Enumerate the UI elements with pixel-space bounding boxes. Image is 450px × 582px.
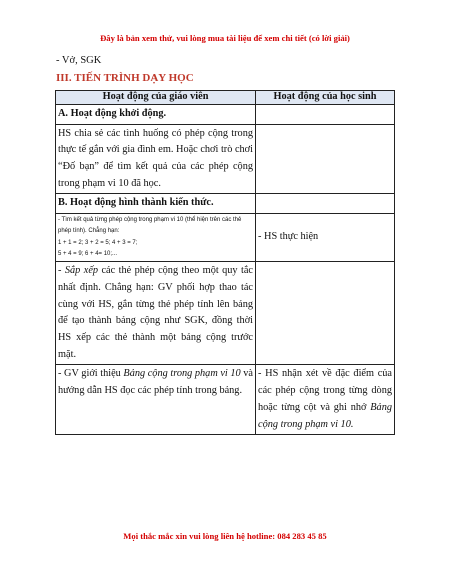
section-b-empty-cell: [256, 194, 395, 214]
arrange-prefix: -: [58, 265, 65, 277]
arrange-student-cell: [256, 262, 395, 365]
section-b-row: [56, 194, 395, 214]
introduce-table-teacher-cell: [56, 365, 256, 435]
header-teacher-activity: Hoạt động của giáo viên: [56, 91, 256, 105]
section-heading: III. TIẾN TRÌNH DẠY HỌC: [56, 72, 194, 84]
introduce-italic: Bảng cộng trong phạm vi 10: [123, 368, 241, 380]
lesson-plan-table: [55, 90, 395, 435]
find-results-student-cell: - HS thực hiện: [256, 213, 395, 262]
student-observe-italic: Bảng cộng trong phạm vi 10.: [258, 401, 392, 430]
materials-line: - Vở, SGK: [56, 55, 102, 66]
header-student-activity: Hoạt động của học sinh: [256, 91, 395, 105]
arrange-italic: Sắp xếp: [64, 265, 99, 277]
student-observe-text: - HS nhận xét về đặc điểm của các phép cộng trong từng dòng hoặc từng cột và ghi nhớ: [258, 368, 392, 413]
find-results-teacher-cell: [56, 213, 256, 262]
section-b-title: B. Hoạt động hình thành kiến thức.: [56, 194, 256, 214]
section-a-row: [56, 104, 395, 124]
example-line-2: 5 + 4 = 9; 6 + 4= 10;...: [58, 251, 118, 258]
preview-notice-banner: Đây là bản xem thử, vui lòng mua tài liệu để xem chi tiết (có lời giải): [100, 33, 350, 43]
example-line-1: 1 + 1 = 2; 3 + 2 = 5; 4 + 3 = 7;: [58, 239, 138, 246]
introduce-prefix: - GV giới thiệu: [58, 368, 124, 380]
table-header-row: [56, 91, 395, 105]
hotline-footer-banner: Mọi thắc mắc xin vui lòng liên hệ hotline: 084 283 45 85: [123, 531, 327, 541]
table-row: [56, 262, 395, 365]
table-row: [56, 213, 395, 262]
arrange-teacher-cell: [56, 262, 256, 365]
section-a-empty-cell: [256, 104, 395, 124]
introduce-rest: và hướng dẫn HS đọc các phép tính trong bảng.: [58, 368, 253, 397]
find-results-intro: - Tìm kết quả từng phép cộng trong phạm vi 10 (thể hiện trên các thẻ phép tính). Chẳng hạn:: [58, 216, 242, 235]
warmup-teacher-cell: HS chia sẻ các tình huống có phép cộng trong thực tế gắn với gia đình em. Hoặc chơi trò chơi “Đố bạn” để tìm kết quả của các phép cộng trong phạm vi 10 đã học.: [56, 124, 256, 194]
arrange-rest: các thẻ phép cộng theo một quy tắc nhất định. Chẳng hạn: GV phối hợp thao tác cùng với HS, gắn từng thẻ phép tính lên bảng để tạo thành bảng cộng như SGK, đồng thời HS xếp các thẻ thành một bảng cộng trước mặt.: [58, 265, 254, 360]
section-a-title: A. Hoạt động khởi động.: [56, 104, 256, 124]
warmup-student-cell: [256, 124, 395, 194]
introduce-table-student-cell: [256, 365, 395, 435]
table-row: [56, 365, 395, 435]
table-row: [56, 124, 395, 194]
